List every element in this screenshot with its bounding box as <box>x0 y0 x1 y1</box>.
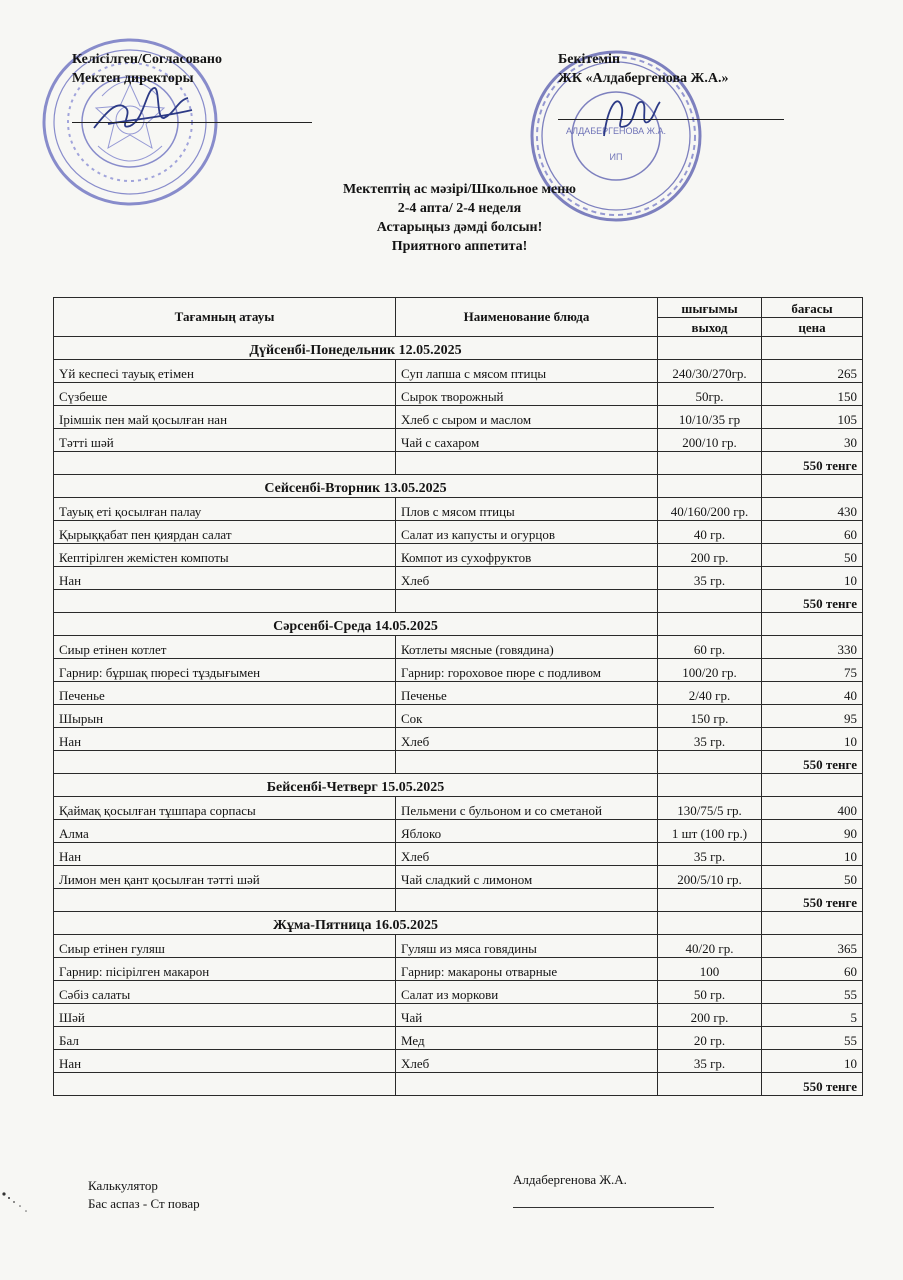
dish-name-kz: Тауық еті қосылған палау <box>54 498 396 521</box>
table-row <box>54 866 863 889</box>
day-title: Сейсенбі-Вторник 13.05.2025 <box>54 475 658 498</box>
menu-title <box>0 180 903 256</box>
stamp-ip-text: ИП <box>609 152 623 162</box>
table-row <box>54 1027 863 1050</box>
dish-name-kz: Тәтті шәй <box>54 429 396 452</box>
dish-name-ru: Сок <box>396 705 658 728</box>
dish-name-kz: Сүзбеше <box>54 383 396 406</box>
agreed-label: Келісілген/Согласовано <box>72 52 222 67</box>
dish-price: 75 <box>762 659 863 682</box>
dish-name-kz: Үй кеспесі тауық етімен <box>54 360 396 383</box>
empty-cell <box>658 912 762 935</box>
dish-name-kz: Сиыр етінен гуляш <box>54 935 396 958</box>
table-row <box>54 820 863 843</box>
dish-name-ru: Чай с сахаром <box>396 429 658 452</box>
dish-name-kz: Нан <box>54 1050 396 1073</box>
dish-price: 10 <box>762 567 863 590</box>
dish-output: 2/40 гр. <box>658 682 762 705</box>
dish-price: 400 <box>762 797 863 820</box>
day-total: 550 тенге <box>762 751 863 774</box>
table-row <box>54 659 863 682</box>
empty-cell <box>658 337 762 360</box>
dish-name-ru: Гарнир: гороховое пюре с подливом <box>396 659 658 682</box>
empty-cell <box>762 912 863 935</box>
dish-name-ru: Сырок творожный <box>396 383 658 406</box>
empty-cell <box>762 774 863 797</box>
dish-name-kz: Алма <box>54 820 396 843</box>
day-total-row <box>54 1073 863 1096</box>
empty-cell <box>396 452 658 475</box>
table-row <box>54 383 863 406</box>
dish-price: 10 <box>762 728 863 751</box>
dish-name-kz: Шәй <box>54 1004 396 1027</box>
empty-cell <box>762 337 863 360</box>
dish-name-ru: Суп лапша с мясом птицы <box>396 360 658 383</box>
ip-name-label: ЖК «Алдабергенова Ж.А.» <box>558 71 729 86</box>
empty-cell <box>658 452 762 475</box>
table-row <box>54 935 863 958</box>
empty-cell <box>658 475 762 498</box>
dish-output: 35 гр. <box>658 728 762 751</box>
dish-price: 105 <box>762 406 863 429</box>
scan-specks <box>0 1190 40 1220</box>
title-line-1: Мектептің ас мәзірі/Школьное меню <box>343 182 576 197</box>
table-row <box>54 1050 863 1073</box>
dish-output: 20 гр. <box>658 1027 762 1050</box>
table-row <box>54 1004 863 1027</box>
empty-cell <box>54 1073 396 1096</box>
dish-output: 200 гр. <box>658 1004 762 1027</box>
dish-output: 50гр. <box>658 383 762 406</box>
table-row <box>54 728 863 751</box>
table-row <box>54 567 863 590</box>
dish-name-kz: Қырыққабат пен қиярдан салат <box>54 521 396 544</box>
dish-output: 40 гр. <box>658 521 762 544</box>
dish-name-ru: Плов с мясом птицы <box>396 498 658 521</box>
dish-name-ru: Компот из сухофруктов <box>396 544 658 567</box>
col-header-price-ru: цена <box>762 317 863 337</box>
day-total: 550 тенге <box>762 1073 863 1096</box>
dish-price: 50 <box>762 544 863 567</box>
table-row <box>54 521 863 544</box>
dish-name-kz: Ірімшік пен май қосылған нан <box>54 406 396 429</box>
dish-name-kz: Сәбіз салаты <box>54 981 396 1004</box>
dish-output: 150 гр. <box>658 705 762 728</box>
empty-cell <box>658 889 762 912</box>
dish-name-ru: Хлеб <box>396 728 658 751</box>
col-header-output-ru: выход <box>658 317 762 337</box>
empty-cell <box>658 751 762 774</box>
empty-cell <box>396 889 658 912</box>
dish-price: 265 <box>762 360 863 383</box>
school-director-label: Мектеп директоры <box>72 71 194 86</box>
empty-cell <box>396 751 658 774</box>
day-total-row <box>54 751 863 774</box>
day-title: Дүйсенбі-Понедельник 12.05.2025 <box>54 337 658 360</box>
table-row <box>54 981 863 1004</box>
dish-price: 55 <box>762 981 863 1004</box>
dish-output: 1 шт (100 гр.) <box>658 820 762 843</box>
table-row <box>54 797 863 820</box>
day-header-row <box>54 337 863 360</box>
menu-table-body <box>54 337 863 1096</box>
dish-output: 130/75/5 гр. <box>658 797 762 820</box>
table-row <box>54 360 863 383</box>
day-header-row <box>54 774 863 797</box>
dish-output: 10/10/35 гр <box>658 406 762 429</box>
approver-signature <box>596 86 666 148</box>
dish-output: 35 гр. <box>658 567 762 590</box>
dish-name-kz: Кептірілген жемістен компоты <box>54 544 396 567</box>
dish-output: 200/5/10 гр. <box>658 866 762 889</box>
dish-name-ru: Хлеб <box>396 567 658 590</box>
dish-name-ru: Печенье <box>396 682 658 705</box>
signature-line <box>72 122 312 123</box>
dish-output: 50 гр. <box>658 981 762 1004</box>
table-row <box>54 406 863 429</box>
stamp-name-text: АЛДАБЕРГЕНОВА Ж.А. <box>565 126 667 136</box>
dish-price: 330 <box>762 636 863 659</box>
table-row <box>54 636 863 659</box>
dish-price: 55 <box>762 1027 863 1050</box>
title-line-3: Астарыңыз дәмді болсын! <box>376 220 543 235</box>
dish-name-kz: Нан <box>54 843 396 866</box>
dish-name-kz: Нан <box>54 728 396 751</box>
dish-name-ru: Гарнир: макароны отварные <box>396 958 658 981</box>
table-row <box>54 958 863 981</box>
dish-name-ru: Салат из моркови <box>396 981 658 1004</box>
empty-cell <box>658 590 762 613</box>
dish-name-ru: Мед <box>396 1027 658 1050</box>
day-total-row <box>54 590 863 613</box>
table-row <box>54 705 863 728</box>
menu-table <box>53 297 863 1096</box>
footer-left-block <box>88 1177 200 1213</box>
dish-output: 100 <box>658 958 762 981</box>
empty-cell <box>396 1073 658 1096</box>
approve-label: Бекітемін <box>558 52 621 67</box>
table-row <box>54 682 863 705</box>
dish-name-ru: Чай сладкий с лимоном <box>396 866 658 889</box>
dish-output: 35 гр. <box>658 843 762 866</box>
empty-cell <box>54 452 396 475</box>
table-row <box>54 429 863 452</box>
dish-output: 200 гр. <box>658 544 762 567</box>
dish-output: 60 гр. <box>658 636 762 659</box>
dish-price: 40 <box>762 682 863 705</box>
dish-price: 50 <box>762 866 863 889</box>
empty-cell <box>54 889 396 912</box>
dish-name-ru: Пельмени с бульоном и со сметаной <box>396 797 658 820</box>
title-line-4: Приятного аппетита! <box>391 239 528 254</box>
day-total-row <box>54 889 863 912</box>
day-header-row <box>54 613 863 636</box>
head-cook-label: Бас аспаз - Ст повар <box>88 1196 200 1211</box>
signature-line <box>558 119 784 120</box>
empty-cell <box>396 590 658 613</box>
dish-name-kz: Шырын <box>54 705 396 728</box>
dish-name-kz: Гарнир: бұршақ пюресі тұздығымен <box>54 659 396 682</box>
dish-price: 90 <box>762 820 863 843</box>
empty-cell <box>762 475 863 498</box>
dish-price: 430 <box>762 498 863 521</box>
dish-price: 10 <box>762 843 863 866</box>
dish-output: 100/20 гр. <box>658 659 762 682</box>
dish-price: 5 <box>762 1004 863 1027</box>
day-total-row <box>54 452 863 475</box>
day-total: 550 тенге <box>762 452 863 475</box>
footer-right-block <box>513 1172 627 1188</box>
dish-name-ru: Салат из капусты и огурцов <box>396 521 658 544</box>
dish-output: 240/30/270гр. <box>658 360 762 383</box>
signature-line <box>513 1207 714 1208</box>
dish-name-kz: Қаймақ қосылған тұшпара сорпасы <box>54 797 396 820</box>
dish-name-ru: Хлеб <box>396 843 658 866</box>
dish-name-ru: Яблоко <box>396 820 658 843</box>
dish-price: 365 <box>762 935 863 958</box>
col-header-ru: Наименование блюда <box>396 298 658 337</box>
day-total: 550 тенге <box>762 590 863 613</box>
approval-right-block <box>558 50 728 88</box>
empty-cell <box>658 613 762 636</box>
dish-price: 10 <box>762 1050 863 1073</box>
empty-cell <box>54 751 396 774</box>
dish-name-kz: Печенье <box>54 682 396 705</box>
table-row <box>54 544 863 567</box>
dish-price: 60 <box>762 958 863 981</box>
dish-name-kz: Нан <box>54 567 396 590</box>
dish-name-kz: Бал <box>54 1027 396 1050</box>
dish-name-kz: Гарнир: пісірілген макарон <box>54 958 396 981</box>
empty-cell <box>54 590 396 613</box>
dish-name-kz: Лимон мен қант қосылған тәтті шәй <box>54 866 396 889</box>
approval-left-block <box>72 50 222 88</box>
dish-output: 40/20 гр. <box>658 935 762 958</box>
dish-output: 40/160/200 гр. <box>658 498 762 521</box>
dish-name-ru: Гуляш из мяса говядины <box>396 935 658 958</box>
col-header-output-kz: шығымы <box>658 298 762 318</box>
empty-cell <box>762 613 863 636</box>
empty-cell <box>658 1073 762 1096</box>
day-title: Сәрсенбі-Среда 14.05.2025 <box>54 613 658 636</box>
day-title: Жұма-Пятница 16.05.2025 <box>54 912 658 935</box>
day-header-row <box>54 475 863 498</box>
day-total: 550 тенге <box>762 889 863 912</box>
dish-price: 95 <box>762 705 863 728</box>
dish-price: 150 <box>762 383 863 406</box>
table-row <box>54 498 863 521</box>
dish-price: 60 <box>762 521 863 544</box>
title-line-2: 2-4 апта/ 2-4 неделя <box>397 201 522 216</box>
day-header-row <box>54 912 863 935</box>
calculator-label: Калькулятор <box>88 1178 158 1193</box>
dish-output: 200/10 гр. <box>658 429 762 452</box>
dish-output: 35 гр. <box>658 1050 762 1073</box>
day-title: Бейсенбі-Четверг 15.05.2025 <box>54 774 658 797</box>
dish-name-ru: Хлеб с сыром и маслом <box>396 406 658 429</box>
dish-name-kz: Сиыр етінен котлет <box>54 636 396 659</box>
table-row <box>54 843 863 866</box>
director-signature <box>88 80 198 140</box>
footer-signer-name: Алдабергенова Ж.А. <box>513 1172 627 1187</box>
dish-price: 30 <box>762 429 863 452</box>
col-header-price-kz: бағасы <box>762 298 863 318</box>
col-header-kz: Тағамның атауы <box>54 298 396 337</box>
dish-name-ru: Котлеты мясные (говядина) <box>396 636 658 659</box>
empty-cell <box>658 774 762 797</box>
dish-name-ru: Чай <box>396 1004 658 1027</box>
dish-name-ru: Хлеб <box>396 1050 658 1073</box>
